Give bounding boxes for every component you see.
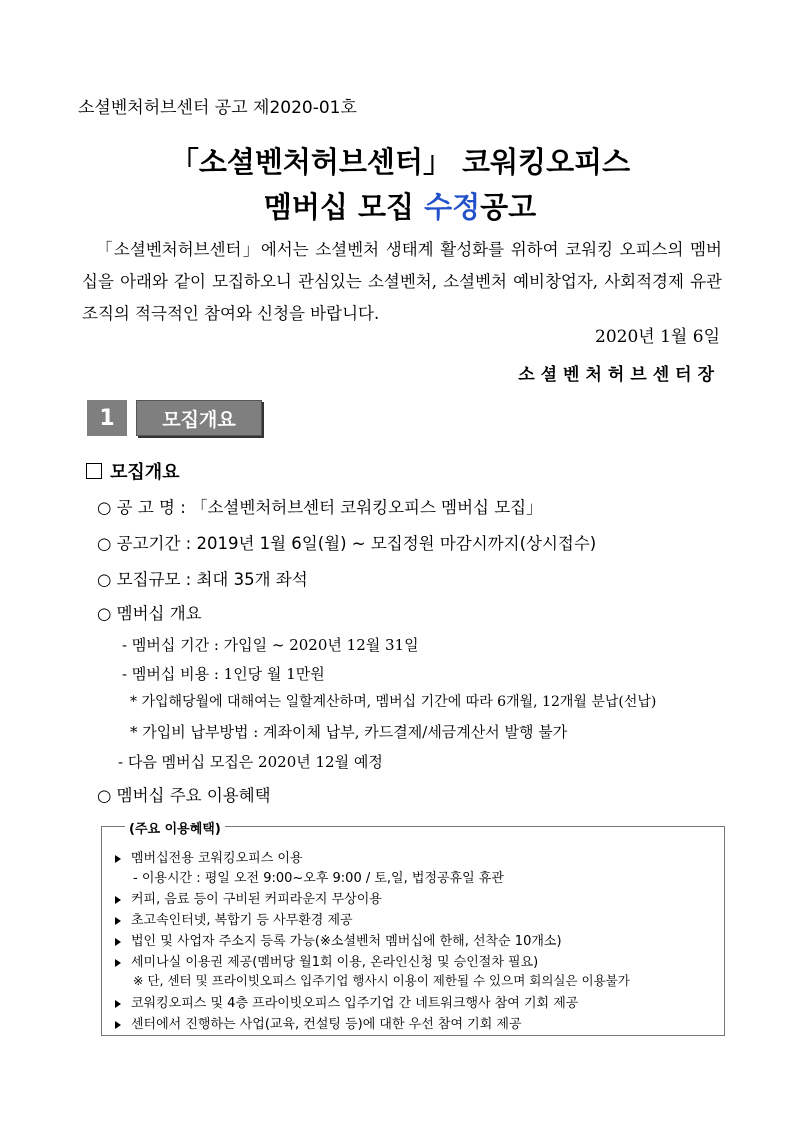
title-text-pre: 멤버십 모집: [263, 190, 425, 224]
benefit-text: 법인 및 사업자 주소지 등록 가능(※소셜벤처 멤버십에 한해, 선착순 10개소): [131, 934, 562, 949]
benefit-text: 센터에서 진행하는 사업(교육, 컨설팅 등)에 대한 우선 참여 기회 제공: [131, 1017, 522, 1032]
benefit-item: [115, 951, 538, 970]
benefit-item: [115, 1013, 522, 1032]
page-title-line1: 「소셜벤처허브센터」 코워킹오피스: [169, 145, 631, 179]
subsection-heading: [86, 458, 180, 484]
organization-name: 소셜벤처허브센터장: [518, 365, 720, 385]
benefit-subitem: ※ 단, 센터 및 프라이빗오피스 입주기업 행사시 이용이 제한될 수 있으며 회의실은 이용불가: [133, 973, 630, 988]
overview-note: * 가입비 납부방법 : 계좌이체 납부, 카드결제/세금계산서 발행 불가: [130, 723, 568, 741]
page-title-line2: [0, 185, 800, 226]
overview-note: * 가입해당월에 대해여는 일할계산하며, 멤버십 기간에 따라 6개월, 12개월 분납(선납): [130, 694, 657, 710]
triangle-bullet-icon: [115, 896, 121, 904]
benefit-item: [115, 909, 353, 928]
triangle-bullet-icon: [115, 1000, 121, 1008]
benefit-item: [115, 930, 562, 949]
triangle-bullet-icon: [115, 959, 121, 967]
checkbox-icon: [86, 463, 102, 479]
overview-line: - 다음 멤버십 모집은 2020년 12월 예정: [118, 753, 383, 771]
section-number: 1: [87, 400, 127, 436]
benefit-item: [115, 847, 303, 866]
benefit-text: 코워킹오피스 및 4층 프라이빗오피스 입주기업 간 네트워크행사 참여 기회 제공: [131, 996, 579, 1011]
item-membership-overview: ○ 멤버십 개요: [97, 604, 202, 623]
item-recruit-scale: ○ 모집규모 : 최대 35개 좌석: [97, 570, 308, 589]
benefit-subitem: - 이용시간 : 평일 오전 9:00~오후 9:00 / 토,일, 법정공휴일 휴관: [133, 871, 504, 886]
benefit-item: [115, 888, 382, 907]
triangle-bullet-icon: [115, 855, 121, 863]
section-title: 모집개요: [136, 400, 262, 436]
overview-line: - 멤버십 기간 : 가입일 ~ 2020년 12월 31일: [122, 636, 419, 654]
notice-number: 소셜벤처허브센터 공고 제2020-01호: [78, 98, 357, 118]
benefit-text: 멤버십전용 코워킹오피스 이용: [131, 851, 303, 866]
item-notice-name: ○ 공 고 명 : 「소셜벤처허브센터 코워킹오피스 멤버십 모집」: [97, 498, 543, 517]
item-membership-benefits: ○ 멤버십 주요 이용혜택: [97, 786, 271, 805]
triangle-bullet-icon: [115, 1021, 121, 1029]
item-notice-period: ○ 공고기간 : 2019년 1월 6일(월) ~ 모집정원 마감시까지(상시접수): [97, 534, 597, 553]
benefit-item: [115, 992, 578, 1011]
overview-line: - 멤버십 비용 : 1인당 월 1만원: [122, 665, 325, 683]
benefit-text: 세미나실 이용권 제공(멤버당 월1회 이용, 온라인신청 및 승인절차 필요): [131, 955, 539, 970]
benefit-text: 초고속인터넷, 복합기 등 사무환경 제공: [131, 913, 353, 928]
notice-date: 2020년 1월 6일: [595, 327, 720, 347]
intro-paragraph: 「소셜벤처허브센터」에서는 소셜벤처 생태계 활성화를 위하여 코워킹 오피스의 멤버십을 아래와 같이 모집하오니 관심있는 소셜벤처, 소셜벤처 예비창업자, 사회적경제 유관조직의 적극적인 참여와 신청을 바랍니다.: [82, 240, 722, 323]
title-text-post: 공고: [480, 190, 537, 224]
benefit-legend: (주요 이용혜택): [125, 818, 225, 837]
triangle-bullet-icon: [115, 938, 121, 946]
benefit-text: 커피, 음료 등이 구비된 커피라운지 무상이용: [131, 892, 382, 907]
subsection-title: 모집개요: [110, 462, 180, 483]
triangle-bullet-icon: [115, 917, 121, 925]
title-accent: 수정: [424, 190, 481, 224]
